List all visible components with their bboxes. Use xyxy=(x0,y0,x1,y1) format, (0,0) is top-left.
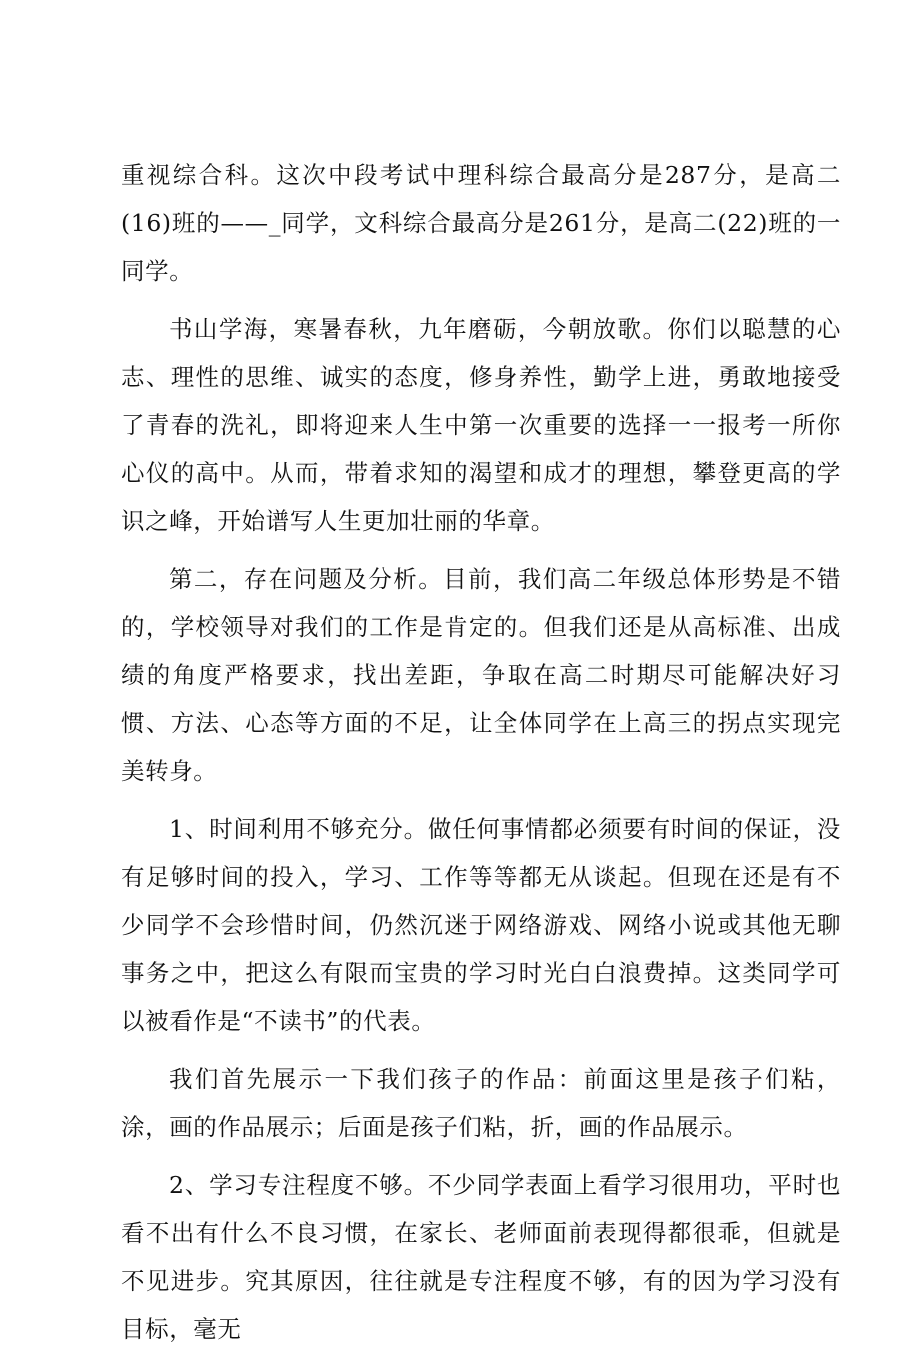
paragraph-problems-analysis: 第二，存在问题及分析。目前，我们高二年级总体形势是不错的，学校领导对我们的工作是肯定的。但我们还是从高标准、出成绩的角度严格要求，找出差距，争取在高二时期尽可能解决好习惯、方法、心态等方面的不足，让全体同学在上高三的拐点实现完美转身。 xyxy=(121,565,841,785)
paragraph-time-usage: 1、时间利用不够充分。做任何事情都必须要有时间的保证，没有足够时间的投入，学习、工作等等都无从谈起。但现在还是有不少同学不会珍惜时间，仍然沉迷于网络游戏、网络小说或其他无聊事务之中，把这么有限而宝贵的学习时光白白浪费掉。这类同学可以被看作是“不读书”的代表。 xyxy=(121,815,841,1035)
paragraph-focus-level: 2、学习专注程度不够。不少同学表面上看学习很用功，平时也看不出有什么不良习惯，在家长、老师面前表现得都很乖，但就是不见进步。究其原因，往往就是专注程度不够，有的因为学习没有目标，毫无 xyxy=(121,1171,841,1343)
paragraph-graduation-message: 书山学海，寒暑春秋，九年磨砺，今朝放歌。你们以聪慧的心志、理性的思维、诚实的态度，修身养性，勤学上进，勇敢地接受了青春的洗礼，即将迎来人生中第一次重要的选择一一报考一所你心仪的高中。从而，带着求知的渴望和成才的理想，攀登更高的学识之峰，开始谱写人生更加壮丽的华章。 xyxy=(121,315,841,535)
paragraph-children-works: 我们首先展示一下我们孩子的作品：前面这里是孩子们粘，涂，画的作品展示；后面是孩子们粘，折，画的作品展示。 xyxy=(121,1065,841,1141)
paragraph-continuation: 重视综合科。这次中段考试中理科综合最高分是287分，是高二(16)班的——_同学，文科综合最高分是261分，是高二(22)班的一同学。 xyxy=(121,161,841,285)
document-body xyxy=(121,155,841,1363)
